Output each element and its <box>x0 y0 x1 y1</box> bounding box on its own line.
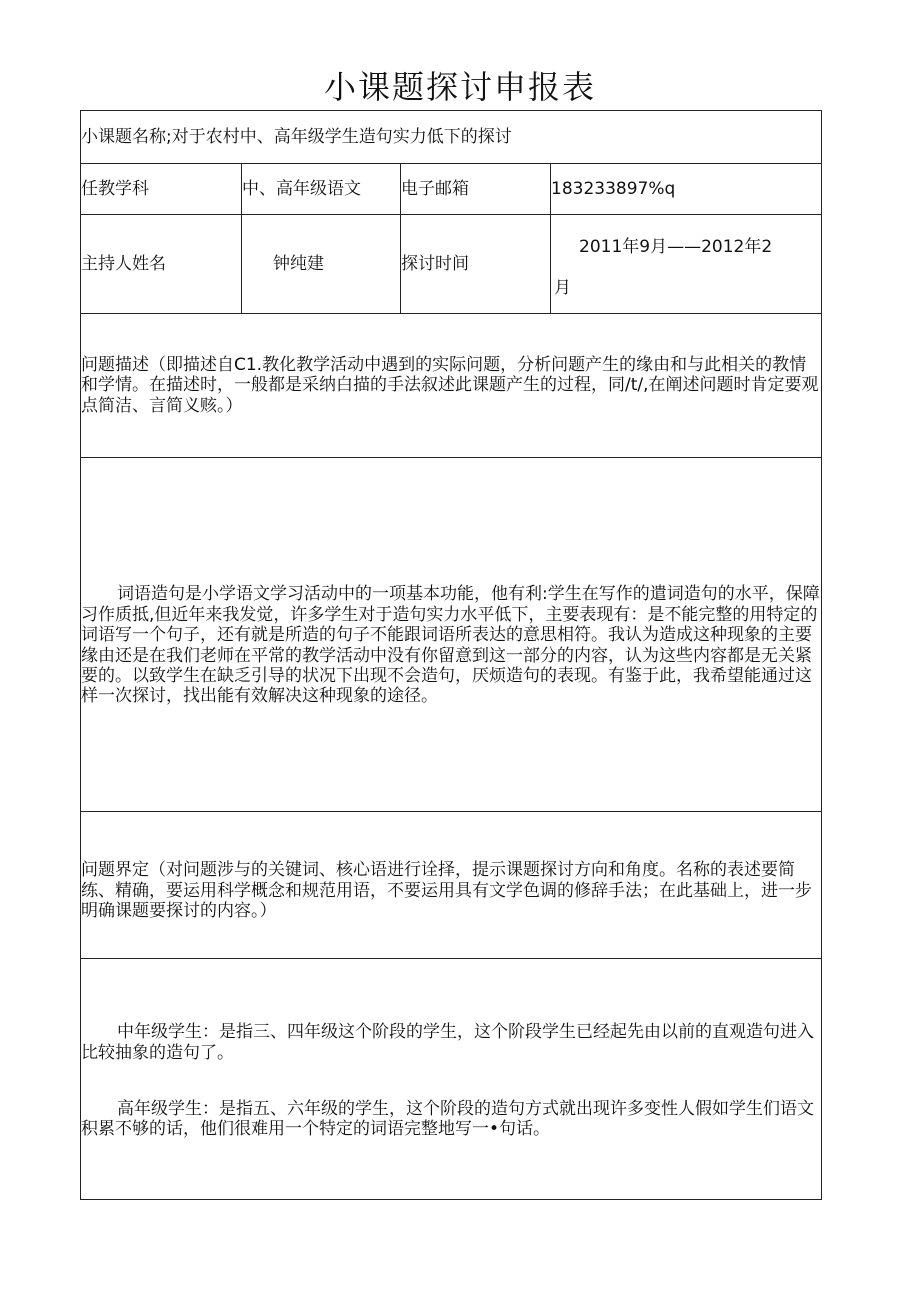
problem-definition-prompt: 问题界定（对问题涉与的关键词、核心语进行诠择，提示课题探讨方向和角度。名称的表述要简练、精确，要运用科学概念和规范用语，不要运用具有文学色调的修辞手法；在此基础上，进一步明确课题要探讨的内容。） <box>81 812 822 959</box>
problem-definition-content-cell <box>81 959 822 1200</box>
problem-description-prompt-row <box>81 314 822 458</box>
email-value: 183233897%q <box>551 164 822 215</box>
page-title: 小课题探讨申报表 <box>323 68 596 106</box>
topic-row <box>81 111 822 164</box>
period-value <box>551 215 822 314</box>
problem-description-content: 词语造句是小学语文学习活动中的一项基本功能，他有利:学生在写作的遣词造句的水平，保障习作质抵,但近年来我发觉，许多学生对于造句实力水平低下，主要表现有：是不能完整的用特定的词语写一个句子，还有就是所造的句子不能跟词语所表达的意思相符。我认为造成这种现象的主要缘由还是在我们老师在平常的教学活动中没有你留意到这一部分的内容，认为这些内容都是无关紧要的。以致学生在缺乏引导的状况下出现不会造句，厌烦造句的表现。有鉴于此，我希望能通过这样一次探讨，找出能有效解决这种现象的途径。 <box>81 584 820 707</box>
period-line-1: 2011年9月——2012年2 <box>579 237 773 257</box>
host-row <box>81 215 822 314</box>
subject-row <box>81 164 822 215</box>
middle-grade-definition: 中年级学生：是指三、四年级这个阶段的学生，这个阶段学生已经起先由以前的直观造句进入比较抽象的造句了。 <box>81 1022 814 1063</box>
topic-cell <box>81 111 822 164</box>
period-line-2: 月 <box>554 278 571 298</box>
topic-label: 小课题名称; <box>81 126 172 147</box>
host-label: 主持人姓名 <box>81 215 242 314</box>
subject-label: 任教学科 <box>81 164 242 215</box>
problem-description-content-row <box>81 458 822 812</box>
host-value: 钟纯建 <box>242 215 401 314</box>
email-label: 电子邮箱 <box>401 164 551 215</box>
problem-definition-prompt-row <box>81 812 822 959</box>
application-form-table <box>80 110 822 1200</box>
problem-description-content-cell <box>81 458 822 812</box>
problem-description-prompt: 问题描述（即描述自C1.教化教学活动中遇到的实际问题，分析问题产生的缘由和与此相关的教情和学情。在描述时，一般都是采纳白描的手法叙述此课题产生的过程，同/t/,在阐述问题时肯定要观点简洁、言简义赅。） <box>81 314 822 458</box>
problem-definition-content-row <box>81 959 822 1200</box>
upper-grade-definition: 高年级学生：是指五、六年级的学生，这个阶段的造句方式就出现许多变性人假如学生们语文积累不够的话，他们很难用一个特定的词语完整地写一•句话。 <box>81 1099 814 1140</box>
subject-value: 中、高年级语文 <box>242 164 401 215</box>
period-label: 探讨时间 <box>401 215 551 314</box>
topic-value: 对于农村中、高年级学生造句实力低下的探讨 <box>171 126 512 147</box>
